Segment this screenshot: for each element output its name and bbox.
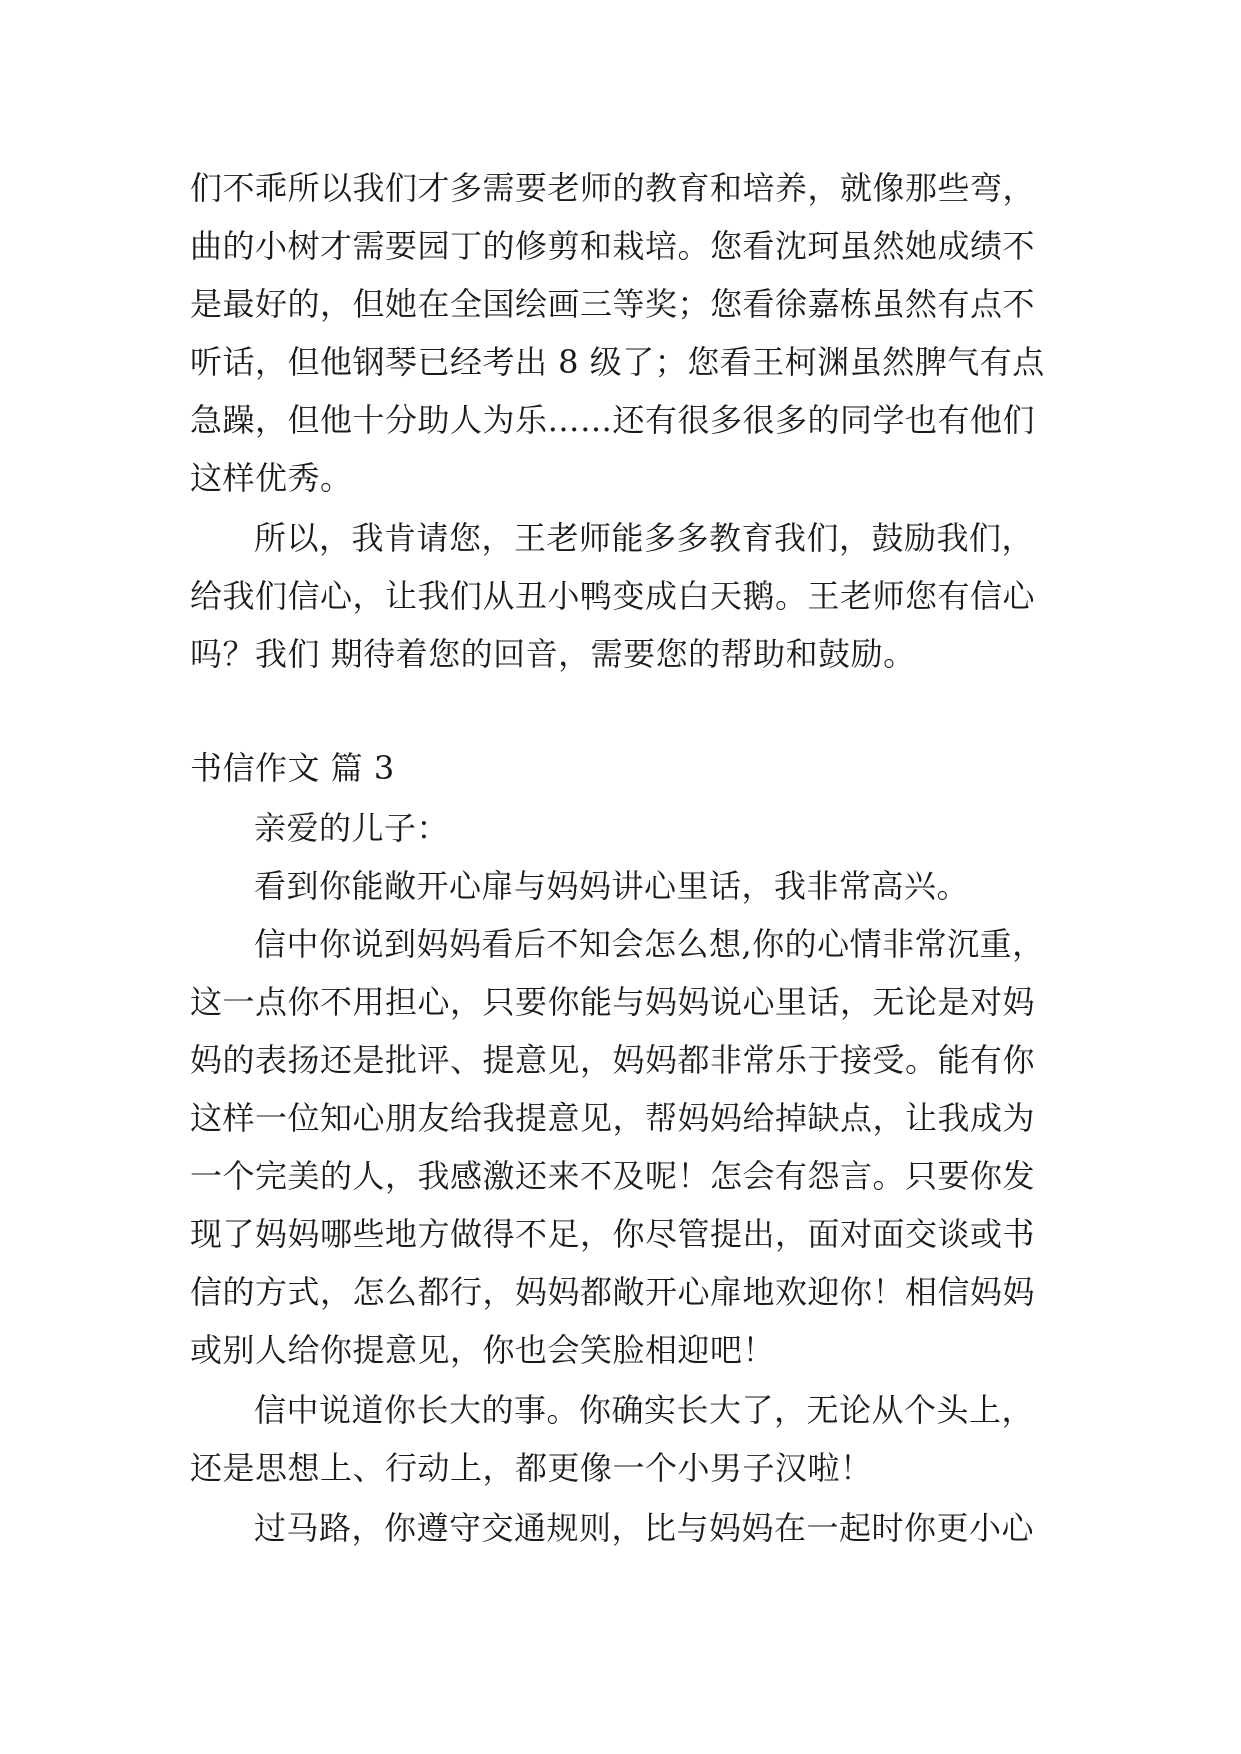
paragraph-line: 急躁，但他十分助人为乐……还有很多很多的同学也有他们 bbox=[190, 401, 1036, 439]
paragraph-line: 信中说道你长大的事。你确实长大了，无论从个头上， bbox=[254, 1391, 1035, 1429]
paragraph-line: 吗？我们 期待着您的回音，需要您的帮助和鼓励。 bbox=[190, 635, 916, 673]
paragraph-line: 听话，但他钢琴已经考出 8 级了；您看王柯渊虽然脾气有点 bbox=[190, 343, 1045, 381]
paragraph-line: 妈的表扬还是批评、提意见，妈妈都非常乐于接受。能有你 bbox=[190, 1041, 1036, 1079]
salutation: 亲爱的儿子： bbox=[254, 809, 450, 847]
section-heading: 书信作文 篇 3 bbox=[190, 749, 395, 787]
paragraph-line: 这样优秀。 bbox=[190, 459, 353, 497]
paragraph-line: 们不乖所以我们才多需要老师的教育和培养，就像那些弯， bbox=[190, 169, 1036, 207]
paragraph-line: 还是思想上、行动上，都更像一个小男子汉啦！ bbox=[190, 1449, 873, 1487]
paragraph-line: 过马路，你遵守交通规则，比与妈妈在一起时你更小心 bbox=[254, 1509, 1035, 1547]
paragraph-line: 信的方式，怎么都行，妈妈都敞开心扉地欢迎你！相信妈妈 bbox=[190, 1273, 1036, 1311]
paragraph-line: 曲的小树才需要园丁的修剪和栽培。您看沈珂虽然她成绩不 bbox=[190, 227, 1036, 265]
paragraph-line: 这样一位知心朋友给我提意见，帮妈妈给掉缺点，让我成为 bbox=[190, 1099, 1036, 1137]
paragraph-line: 或别人给你提意见，你也会笑脸相迎吧！ bbox=[190, 1331, 776, 1369]
paragraph-line: 信中你说到妈妈看后不知会怎么想,你的心情非常沉重， bbox=[254, 925, 1045, 963]
paragraph-line: 给我们信心，让我们从丑小鸭变成白天鹅。王老师您有信心 bbox=[190, 577, 1036, 615]
paragraph-line: 所以，我肯请您，王老师能多多教育我们，鼓励我们， bbox=[254, 519, 1035, 557]
paragraph-line: 现了妈妈哪些地方做得不足，你尽管提出，面对面交谈或书 bbox=[190, 1215, 1036, 1253]
paragraph-line: 看到你能敞开心扉与妈妈讲心里话，我非常高兴。 bbox=[254, 867, 970, 905]
paragraph-line: 这一点你不用担心，只要你能与妈妈说心里话，无论是对妈 bbox=[190, 983, 1036, 1021]
paragraph-line: 是最好的，但她在全国绘画三等奖；您看徐嘉栋虽然有点不 bbox=[190, 285, 1036, 323]
paragraph-line: 一个完美的人，我感激还来不及呢！怎会有怨言。只要你发 bbox=[190, 1157, 1036, 1195]
